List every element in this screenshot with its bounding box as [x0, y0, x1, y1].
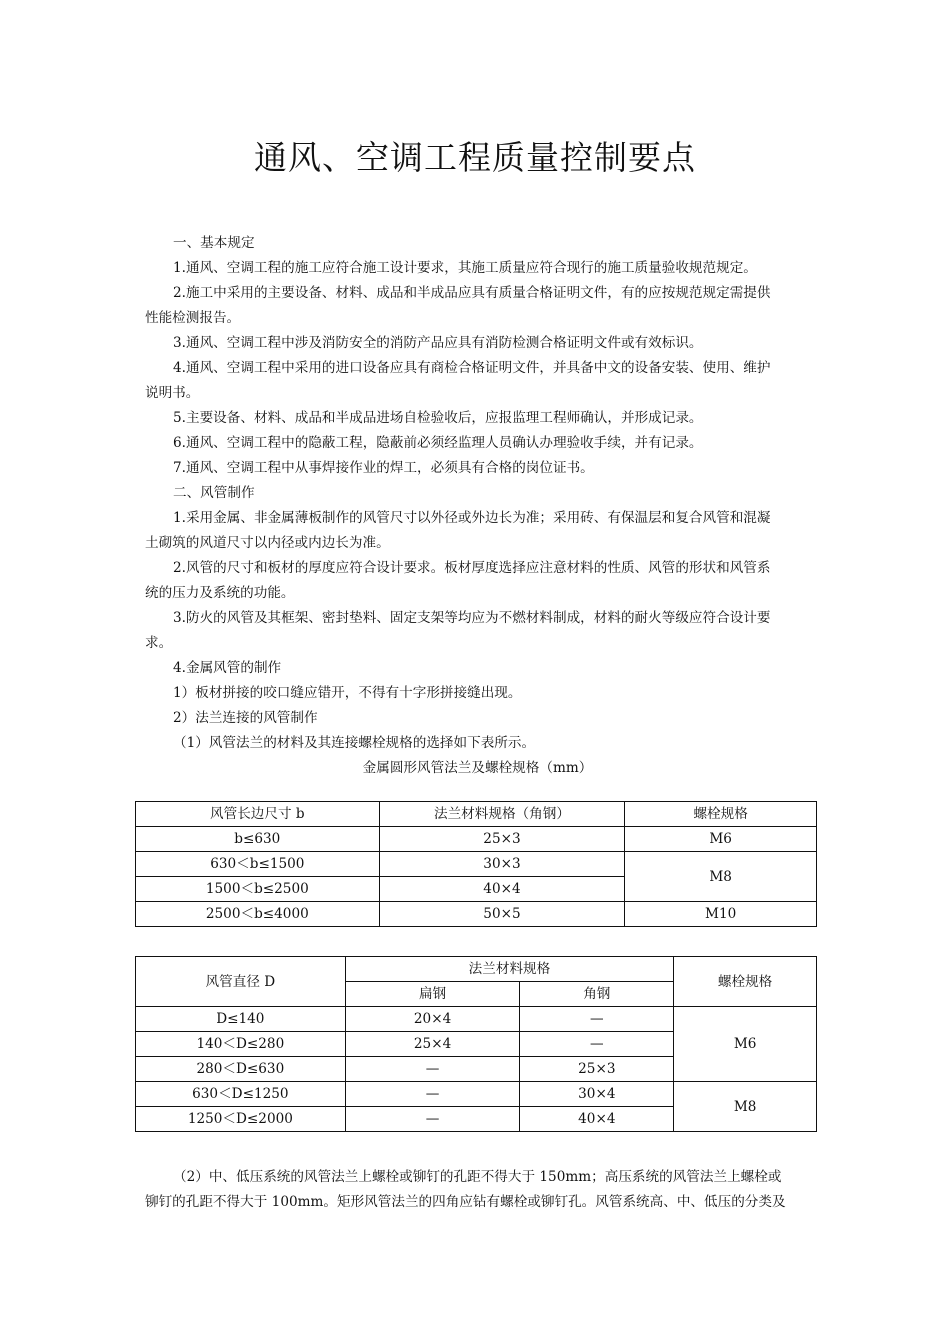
table-header-row	[136, 957, 817, 982]
table-cell: 40×4	[520, 1107, 674, 1132]
table-header-cell: 法兰材料规格（角钢）	[379, 802, 625, 827]
paragraph: 6.通风、空调工程中的隐蔽工程，隐蔽前必须经监理人员确认办理验收手续，并有记录。	[173, 435, 703, 451]
table-cell: —	[345, 1057, 520, 1082]
table-header-cell: 角钢	[520, 982, 674, 1007]
paragraph: 1.采用金属、非金属薄板制作的风管尺寸以外径或外边长为准；采用砖、有保温层和复合风管和混凝	[173, 510, 771, 526]
table-header-cell: 风管长边尺寸 b	[136, 802, 380, 827]
paragraph: 1）板材拼接的咬口缝应错开，不得有十字形拼接缝出现。	[173, 685, 522, 701]
paragraph-continuation: 说明书。	[145, 385, 200, 401]
table-header-cell: 法兰材料规格	[345, 957, 674, 982]
paragraph: 3.通风、空调工程中涉及消防安全的消防产品应具有消防检测合格证明文件或有效标识。	[173, 335, 703, 351]
table-header-cell: 螺栓规格	[674, 957, 817, 1007]
table-row	[136, 902, 817, 927]
table-cell: 2500＜b≤4000	[136, 902, 380, 927]
table-row	[136, 852, 817, 877]
document-body-continued	[145, 1165, 810, 1215]
table-header-row	[136, 802, 817, 827]
table-cell: 30×3	[379, 852, 625, 877]
paragraph-continuation: 土砌筑的风道尺寸以内径或内边长为准。	[145, 535, 390, 551]
paragraph-continuation: 性能检测报告。	[145, 310, 241, 326]
table-cell: 630＜b≤1500	[136, 852, 380, 877]
table-cell: 25×3	[520, 1057, 674, 1082]
round-duct-flange-table	[135, 956, 817, 1132]
table-cell: M10	[625, 902, 817, 927]
table-cell: 1500＜b≤2500	[136, 877, 380, 902]
table-cell: M8	[674, 1082, 817, 1132]
table-cell: —	[520, 1032, 674, 1057]
table-cell: —	[345, 1082, 520, 1107]
paragraph-continuation: 求。	[145, 635, 173, 651]
table-cell: 1250＜D≤2000	[136, 1107, 346, 1132]
table-header-cell: 扁钢	[345, 982, 520, 1007]
paragraph: 5.主要设备、材料、成品和半成品进场自检验收后，应报监理工程师确认，并形成记录。	[173, 410, 703, 426]
document-body	[145, 231, 810, 781]
paragraph: 2）法兰连接的风管制作	[173, 710, 318, 726]
document-title: 通风、空调工程质量控制要点	[254, 138, 696, 177]
table-cell: —	[520, 1007, 674, 1032]
paragraph: （2）中、低压系统的风管法兰上螺栓或铆钉的孔距不得大于 150mm；高压系统的风管法兰上螺栓或	[173, 1169, 782, 1185]
table-cell: 25×3	[379, 827, 625, 852]
table-cell: D≤140	[136, 1007, 346, 1032]
rect-duct-flange-table	[135, 801, 817, 927]
paragraph: 7.通风、空调工程中从事焊接作业的焊工，必须具有合格的岗位证书。	[173, 460, 594, 476]
table-cell: 280＜D≤630	[136, 1057, 346, 1082]
table-cell: 40×4	[379, 877, 625, 902]
table-cell: 630＜D≤1250	[136, 1082, 346, 1107]
table-cell: 25×4	[345, 1032, 520, 1057]
paragraph: 3.防火的风管及其框架、密封垫料、固定支架等均应为不燃材料制成，材料的耐火等级应符合设计要	[173, 610, 771, 626]
table-cell: M6	[674, 1007, 817, 1082]
paragraph-continuation: 铆钉的孔距不得大于 100mm。矩形风管法兰的四角应钻有螺栓或铆钉孔。风管系统高、中、低压的分类及	[145, 1194, 786, 1210]
table-row	[136, 1082, 817, 1107]
table-cell: —	[345, 1107, 520, 1132]
paragraph: 4.金属风管的制作	[173, 660, 282, 676]
table-header-cell: 螺栓规格	[625, 802, 817, 827]
paragraph: 2.施工中采用的主要设备、材料、成品和半成品应具有质量合格证明文件，有的应按规范规定需提供	[173, 285, 771, 301]
table-header-cell: 风管直径 D	[136, 957, 346, 1007]
table-cell: b≤630	[136, 827, 380, 852]
section-heading-basic: 一、基本规定	[173, 235, 255, 251]
table-cell: M6	[625, 827, 817, 852]
section-heading-duct: 二、风管制作	[173, 485, 255, 501]
paragraph: （1）风管法兰的材料及其连接螺栓规格的选择如下表所示。	[173, 735, 536, 751]
paragraph-continuation: 统的压力及系统的功能。	[145, 585, 295, 601]
table-cell: 30×4	[520, 1082, 674, 1107]
paragraph: 2.风管的尺寸和板材的厚度应符合设计要求。板材厚度选择应注意材料的性质、风管的形状和风管系	[173, 560, 771, 576]
paragraph: 4.通风、空调工程中采用的进口设备应具有商检合格证明文件，并具备中文的设备安装、使用、维护	[173, 360, 771, 376]
paragraph: 1.通风、空调工程的施工应符合施工设计要求，其施工质量应符合现行的施工质量验收规范规定。	[173, 260, 757, 276]
table-caption: 金属圆形风管法兰及螺栓规格（mm）	[362, 760, 593, 776]
table-row	[136, 827, 817, 852]
table-cell: 20×4	[345, 1007, 520, 1032]
table-row	[136, 1007, 817, 1032]
table-cell: M8	[625, 852, 817, 902]
table-cell: 50×5	[379, 902, 625, 927]
table-cell: 140＜D≤280	[136, 1032, 346, 1057]
